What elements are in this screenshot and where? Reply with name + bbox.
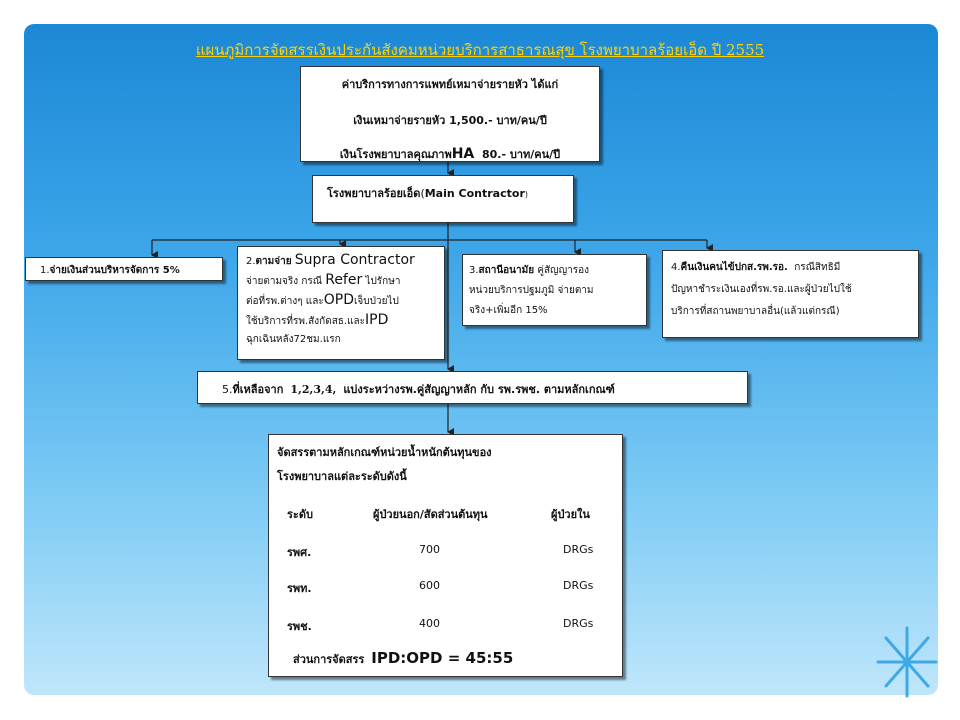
- refund-line-2: ปัญหาชำระเงินเองที่รพ.รอ.และผู้ป่วยไปใช้: [671, 284, 852, 295]
- row-ipd-value: DRGs: [563, 579, 594, 592]
- station-line-2: หน่วยบริการปฐมภูมิ จ่ายตาม: [469, 285, 594, 296]
- refund-bold: คืนเงินคนไข้ปกส.รพ.รอ.: [680, 262, 788, 273]
- refund-number: 4.: [671, 262, 681, 273]
- refund-box: [662, 250, 919, 338]
- supra-bold: ตามจ่าย: [255, 256, 292, 267]
- station-l1-rest: คู่สัญญารอง: [537, 265, 589, 276]
- page-title: แผนภูมิการจัดสรรเงินประกันสังคมหน่วยบริการสาธารณสุข โรงพยาบาลร้อยเอ็ด ปี 2555: [195, 41, 765, 59]
- main-contractor-label: โรงพยาบาลร้อยเอ็ด: [327, 187, 421, 200]
- col-header-level: ระดับ: [287, 508, 313, 521]
- capitation-line-3: [301, 145, 599, 163]
- supra-l3a: ต่อที่รพ.ต่างๆ และ: [246, 296, 324, 307]
- ratio-label: ส่วนการจัดสรร: [293, 653, 365, 666]
- supra-l4a: ใช้บริการที่รพ.สังกัดสธ.และ: [246, 316, 366, 327]
- ipd-label: IPD: [365, 312, 389, 328]
- supra-l2a: จ่ายตามจริง กรณี: [246, 276, 323, 287]
- capitation-box: [300, 66, 600, 162]
- ratio-line: [293, 649, 513, 668]
- supra-en: Supra Contractor: [294, 252, 415, 268]
- ha-amount: 80.- บาท/คน/ปี: [481, 148, 561, 161]
- refer-label: Refer: [325, 272, 363, 288]
- row-level: รพศ.: [287, 546, 312, 559]
- supra-l3b: เจ็บป่วยไป: [353, 296, 399, 307]
- row-level: รพท.: [287, 582, 312, 595]
- row-ipd-value: DRGs: [563, 617, 594, 630]
- remainder-number: 5.: [222, 383, 233, 396]
- row-opd-value: 600: [419, 579, 440, 592]
- refund-l1-rest: กรณีสิทธิมี: [794, 262, 841, 273]
- supra-line-2: [246, 271, 438, 291]
- allocation-box: [268, 434, 623, 677]
- admin-fee-box: [25, 257, 223, 281]
- col-header-opd: ผู้ป่วยนอก/สัดส่วนต้นทุน: [373, 508, 488, 521]
- col-header-ipd: ผู้ป่วยใน: [551, 508, 590, 521]
- ratio-value: IPD:OPD = 45:55: [371, 649, 514, 667]
- capitation-line-2: เงินเหมาจ่ายรายหัว 1,500.- บาท/คน/ปี: [353, 114, 547, 127]
- admin-fee-text: จ่ายเงินส่วนบริหารจัดการ 5%: [49, 265, 180, 276]
- remainder-nums: 1,2,3,4,: [290, 383, 337, 396]
- supra-line-4: [246, 311, 438, 331]
- refund-line-1: [671, 257, 912, 279]
- supra-number: 2.: [246, 256, 256, 267]
- main-contractor-box: [312, 175, 574, 223]
- remainder-bold: ที่เหลือจาก: [232, 383, 284, 396]
- row-opd-value: 400: [419, 617, 440, 630]
- health-station-box: [462, 254, 647, 326]
- remainder-rest: แบ่งระหว่างรพ.คู่สัญญาหลัก กับ รพ.รพช. ตามหลักเกณฑ์: [343, 383, 615, 396]
- paren-open: (: [420, 187, 425, 200]
- row-opd-value: 700: [419, 543, 440, 556]
- station-line-1: [469, 261, 640, 281]
- refund-line-3: บริการที่สถานพยาบาลอื่น(แล้วแต่กรณี): [671, 306, 840, 317]
- allocation-heading-1: จัดสรรตามหลักเกณฑ์หน่วยน้ำหนักต้นทุนของ: [277, 446, 492, 459]
- supra-line-5: ฉุกเฉินหลัง72ชม.แรก: [246, 334, 341, 345]
- supra-line-3: [246, 291, 438, 311]
- paren-close: ): [524, 190, 528, 199]
- admin-fee-number: 1.: [40, 265, 50, 276]
- main-contractor-en: Main Contractor: [424, 187, 525, 200]
- ha-label: HA: [451, 146, 475, 162]
- supra-line-1: [246, 251, 438, 271]
- remainder-box: [197, 371, 748, 404]
- row-ipd-value: DRGs: [563, 543, 594, 556]
- allocation-heading-2: โรงพยาบาลแต่ละระดับดังนี้: [277, 470, 407, 483]
- station-number: 3.: [469, 265, 479, 276]
- quality-label: เงินโรงพยาบาลคุณภาพ: [339, 148, 452, 161]
- station-line-3: จริง+เพิ่มอีก 15%: [469, 305, 548, 316]
- opd-label: OPD: [323, 292, 354, 308]
- row-level: รพช.: [287, 620, 312, 633]
- supra-l2b: ไปรักษา: [365, 276, 401, 287]
- supra-contractor-box: [237, 246, 445, 360]
- capitation-line-1: ค่าบริการทางการแพทย์เหมาจ่ายรายหัว ได้แก่: [341, 78, 559, 91]
- station-bold: สถานีอนามัย: [478, 265, 535, 276]
